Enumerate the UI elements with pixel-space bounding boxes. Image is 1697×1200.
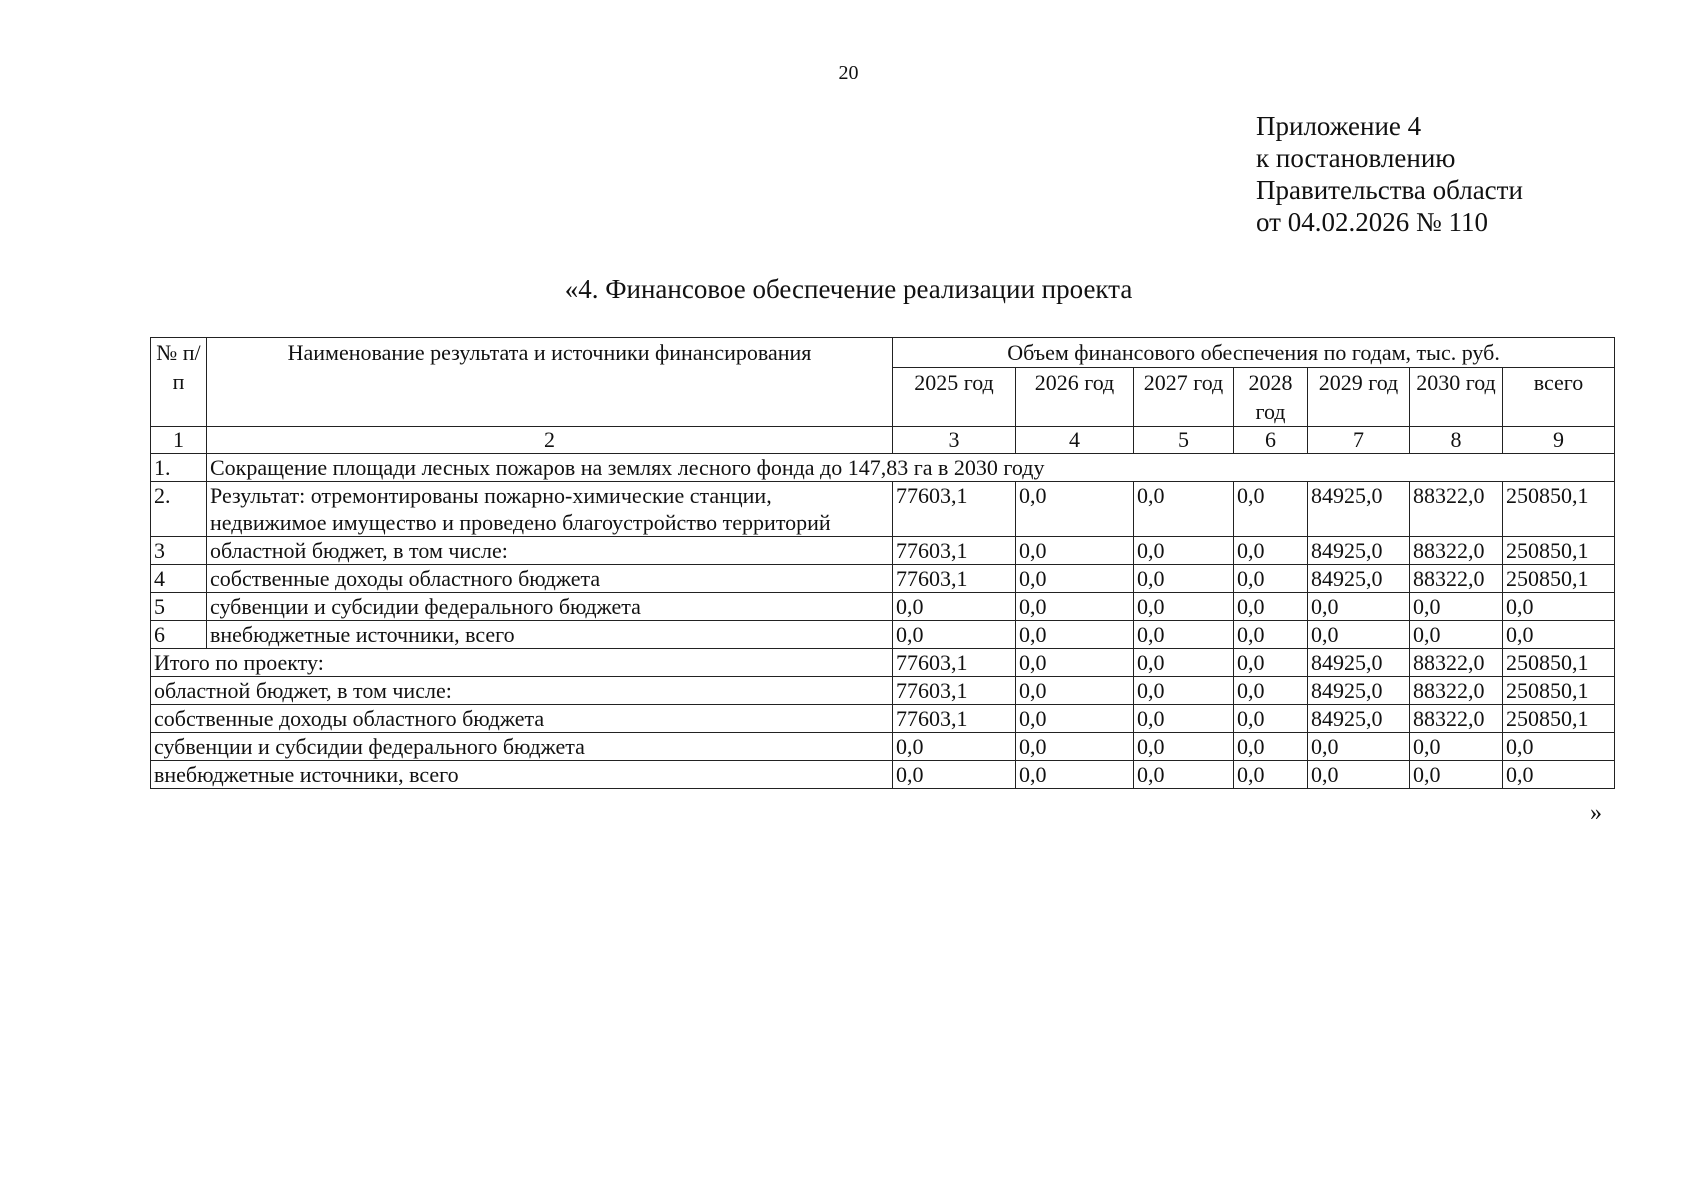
table-row	[151, 537, 1615, 565]
total-row-value: 77603,1	[893, 677, 1016, 705]
page-number: 20	[838, 62, 859, 84]
row-value: 250850,1	[1503, 482, 1615, 537]
column-number: 1	[151, 427, 207, 454]
column-number: 9	[1503, 427, 1615, 454]
column-number: 3	[893, 427, 1016, 454]
closing-quote: »	[1590, 800, 1602, 826]
row-value: 0,0	[1410, 621, 1503, 649]
row-value: 0,0	[1410, 593, 1503, 621]
row-value: 84925,0	[1308, 537, 1410, 565]
row-number: 5	[151, 593, 207, 621]
document-title: «4. Финансовое обеспечение реализации проекта	[564, 274, 1133, 304]
total-row-value: 250850,1	[1503, 705, 1615, 733]
row-value: 84925,0	[1308, 565, 1410, 593]
row-number: 1.	[151, 454, 207, 482]
row-value: 88322,0	[1410, 482, 1503, 537]
total-row-value: 0,0	[1308, 733, 1410, 761]
row-value: 0,0	[1016, 537, 1134, 565]
header-year: 2027 год	[1134, 368, 1234, 427]
row-value: 0,0	[1234, 565, 1308, 593]
row-name: субвенции и субсидии федерального бюджета	[207, 593, 893, 621]
total-row-value: 84925,0	[1308, 649, 1410, 677]
table-row	[151, 482, 1615, 537]
header-year: 2030 год	[1410, 368, 1503, 427]
total-row-value: 0,0	[1410, 761, 1503, 789]
row-value: 84925,0	[1308, 482, 1410, 537]
row-value: 0,0	[1016, 593, 1134, 621]
total-row	[151, 649, 1615, 677]
total-row-value: 0,0	[1134, 761, 1234, 789]
table-row	[151, 621, 1615, 649]
row-name: Результат: отремонтированы пожарно-химические станции, недвижимое имущество и проведено благоустройство территорий	[207, 482, 893, 537]
row-number: 4	[151, 565, 207, 593]
header-row	[151, 338, 1615, 368]
total-row-value: 88322,0	[1410, 649, 1503, 677]
row-value: 0,0	[1234, 482, 1308, 537]
row-value: 88322,0	[1410, 537, 1503, 565]
row-value: 0,0	[1016, 565, 1134, 593]
row-value: 0,0	[893, 593, 1016, 621]
total-row-value: 88322,0	[1410, 705, 1503, 733]
total-row	[151, 733, 1615, 761]
column-number: 2	[207, 427, 893, 454]
total-row-value: 0,0	[893, 761, 1016, 789]
total-row-value: 0,0	[1234, 733, 1308, 761]
row-value: 0,0	[1503, 621, 1615, 649]
total-row-value: 250850,1	[1503, 677, 1615, 705]
row-value: 0,0	[1234, 537, 1308, 565]
total-row-name: собственные доходы областного бюджета	[151, 705, 893, 733]
total-row	[151, 677, 1615, 705]
column-number: 6	[1234, 427, 1308, 454]
goal-text: Сокращение площади лесных пожаров на землях лесного фонда до 147,83 га в 2030 году	[207, 454, 1615, 482]
total-row-value: 250850,1	[1503, 649, 1615, 677]
header-year: 2025 год	[893, 368, 1016, 427]
appendix-line: от 04.02.2026 № 110	[1256, 207, 1488, 237]
header-year: 2029 год	[1308, 368, 1410, 427]
header-total: всего	[1503, 368, 1615, 427]
column-number: 7	[1308, 427, 1410, 454]
row-value: 0,0	[1503, 593, 1615, 621]
row-name: собственные доходы областного бюджета	[207, 565, 893, 593]
total-row-value: 0,0	[1410, 733, 1503, 761]
total-row-name: внебюджетные источники, всего	[151, 761, 893, 789]
row-name: областной бюджет, в том числе:	[207, 537, 893, 565]
table-row	[151, 565, 1615, 593]
column-number: 8	[1410, 427, 1503, 454]
total-row-name: областной бюджет, в том числе:	[151, 677, 893, 705]
row-number: 3	[151, 537, 207, 565]
row-number: 2.	[151, 482, 207, 537]
total-row-value: 0,0	[1234, 761, 1308, 789]
total-row-name: субвенции и субсидии федерального бюджета	[151, 733, 893, 761]
total-row-value: 0,0	[893, 733, 1016, 761]
row-value: 0,0	[1134, 537, 1234, 565]
financing-table	[150, 337, 1615, 789]
total-row-value: 0,0	[1503, 733, 1615, 761]
total-row-value: 0,0	[1016, 649, 1134, 677]
row-value: 0,0	[1234, 621, 1308, 649]
header-name: Наименование результата и источники финансирования	[207, 338, 893, 427]
row-value: 250850,1	[1503, 537, 1615, 565]
total-row-value: 0,0	[1016, 733, 1134, 761]
total-row-value: 0,0	[1503, 761, 1615, 789]
appendix-line: Приложение 4	[1256, 111, 1422, 141]
total-row-value: 0,0	[1134, 677, 1234, 705]
row-value: 250850,1	[1503, 565, 1615, 593]
row-value: 0,0	[1016, 482, 1134, 537]
row-value: 0,0	[1134, 593, 1234, 621]
row-value: 0,0	[1234, 593, 1308, 621]
total-row-name: Итого по проекту:	[151, 649, 893, 677]
row-value: 0,0	[1016, 621, 1134, 649]
total-row-value: 88322,0	[1410, 677, 1503, 705]
goal-row	[151, 454, 1615, 482]
total-row-value: 0,0	[1308, 761, 1410, 789]
row-value: 0,0	[1134, 482, 1234, 537]
total-row-value: 0,0	[1016, 761, 1134, 789]
column-number-row	[151, 427, 1615, 454]
row-value: 0,0	[893, 621, 1016, 649]
column-number: 4	[1016, 427, 1134, 454]
row-value: 0,0	[1308, 593, 1410, 621]
appendix-block	[1256, 110, 1523, 238]
total-row-value: 77603,1	[893, 649, 1016, 677]
total-row-value: 0,0	[1134, 705, 1234, 733]
total-row	[151, 705, 1615, 733]
total-row-value: 77603,1	[893, 705, 1016, 733]
header-year: 2028 год	[1234, 368, 1308, 427]
total-row-value: 0,0	[1134, 649, 1234, 677]
total-row-value: 84925,0	[1308, 677, 1410, 705]
header-year: 2026 год	[1016, 368, 1134, 427]
row-value: 0,0	[1134, 621, 1234, 649]
total-row-value: 0,0	[1234, 649, 1308, 677]
header-volume: Объем финансового обеспечения по годам, тыс. руб.	[893, 338, 1615, 368]
column-number: 5	[1134, 427, 1234, 454]
total-row-value: 0,0	[1234, 677, 1308, 705]
row-name: внебюджетные источники, всего	[207, 621, 893, 649]
row-value: 77603,1	[893, 482, 1016, 537]
row-value: 77603,1	[893, 537, 1016, 565]
total-row-value: 0,0	[1234, 705, 1308, 733]
total-row-value: 0,0	[1134, 733, 1234, 761]
appendix-line: к постановлению	[1256, 143, 1456, 173]
row-value: 0,0	[1308, 621, 1410, 649]
row-value: 88322,0	[1410, 565, 1503, 593]
row-number: 6	[151, 621, 207, 649]
row-value: 0,0	[1134, 565, 1234, 593]
row-value: 77603,1	[893, 565, 1016, 593]
total-row	[151, 761, 1615, 789]
total-row-value: 0,0	[1016, 677, 1134, 705]
table-row	[151, 593, 1615, 621]
total-row-value: 0,0	[1016, 705, 1134, 733]
total-row-value: 84925,0	[1308, 705, 1410, 733]
header-num: № п/п	[151, 338, 207, 427]
appendix-line: Правительства области	[1256, 175, 1523, 205]
